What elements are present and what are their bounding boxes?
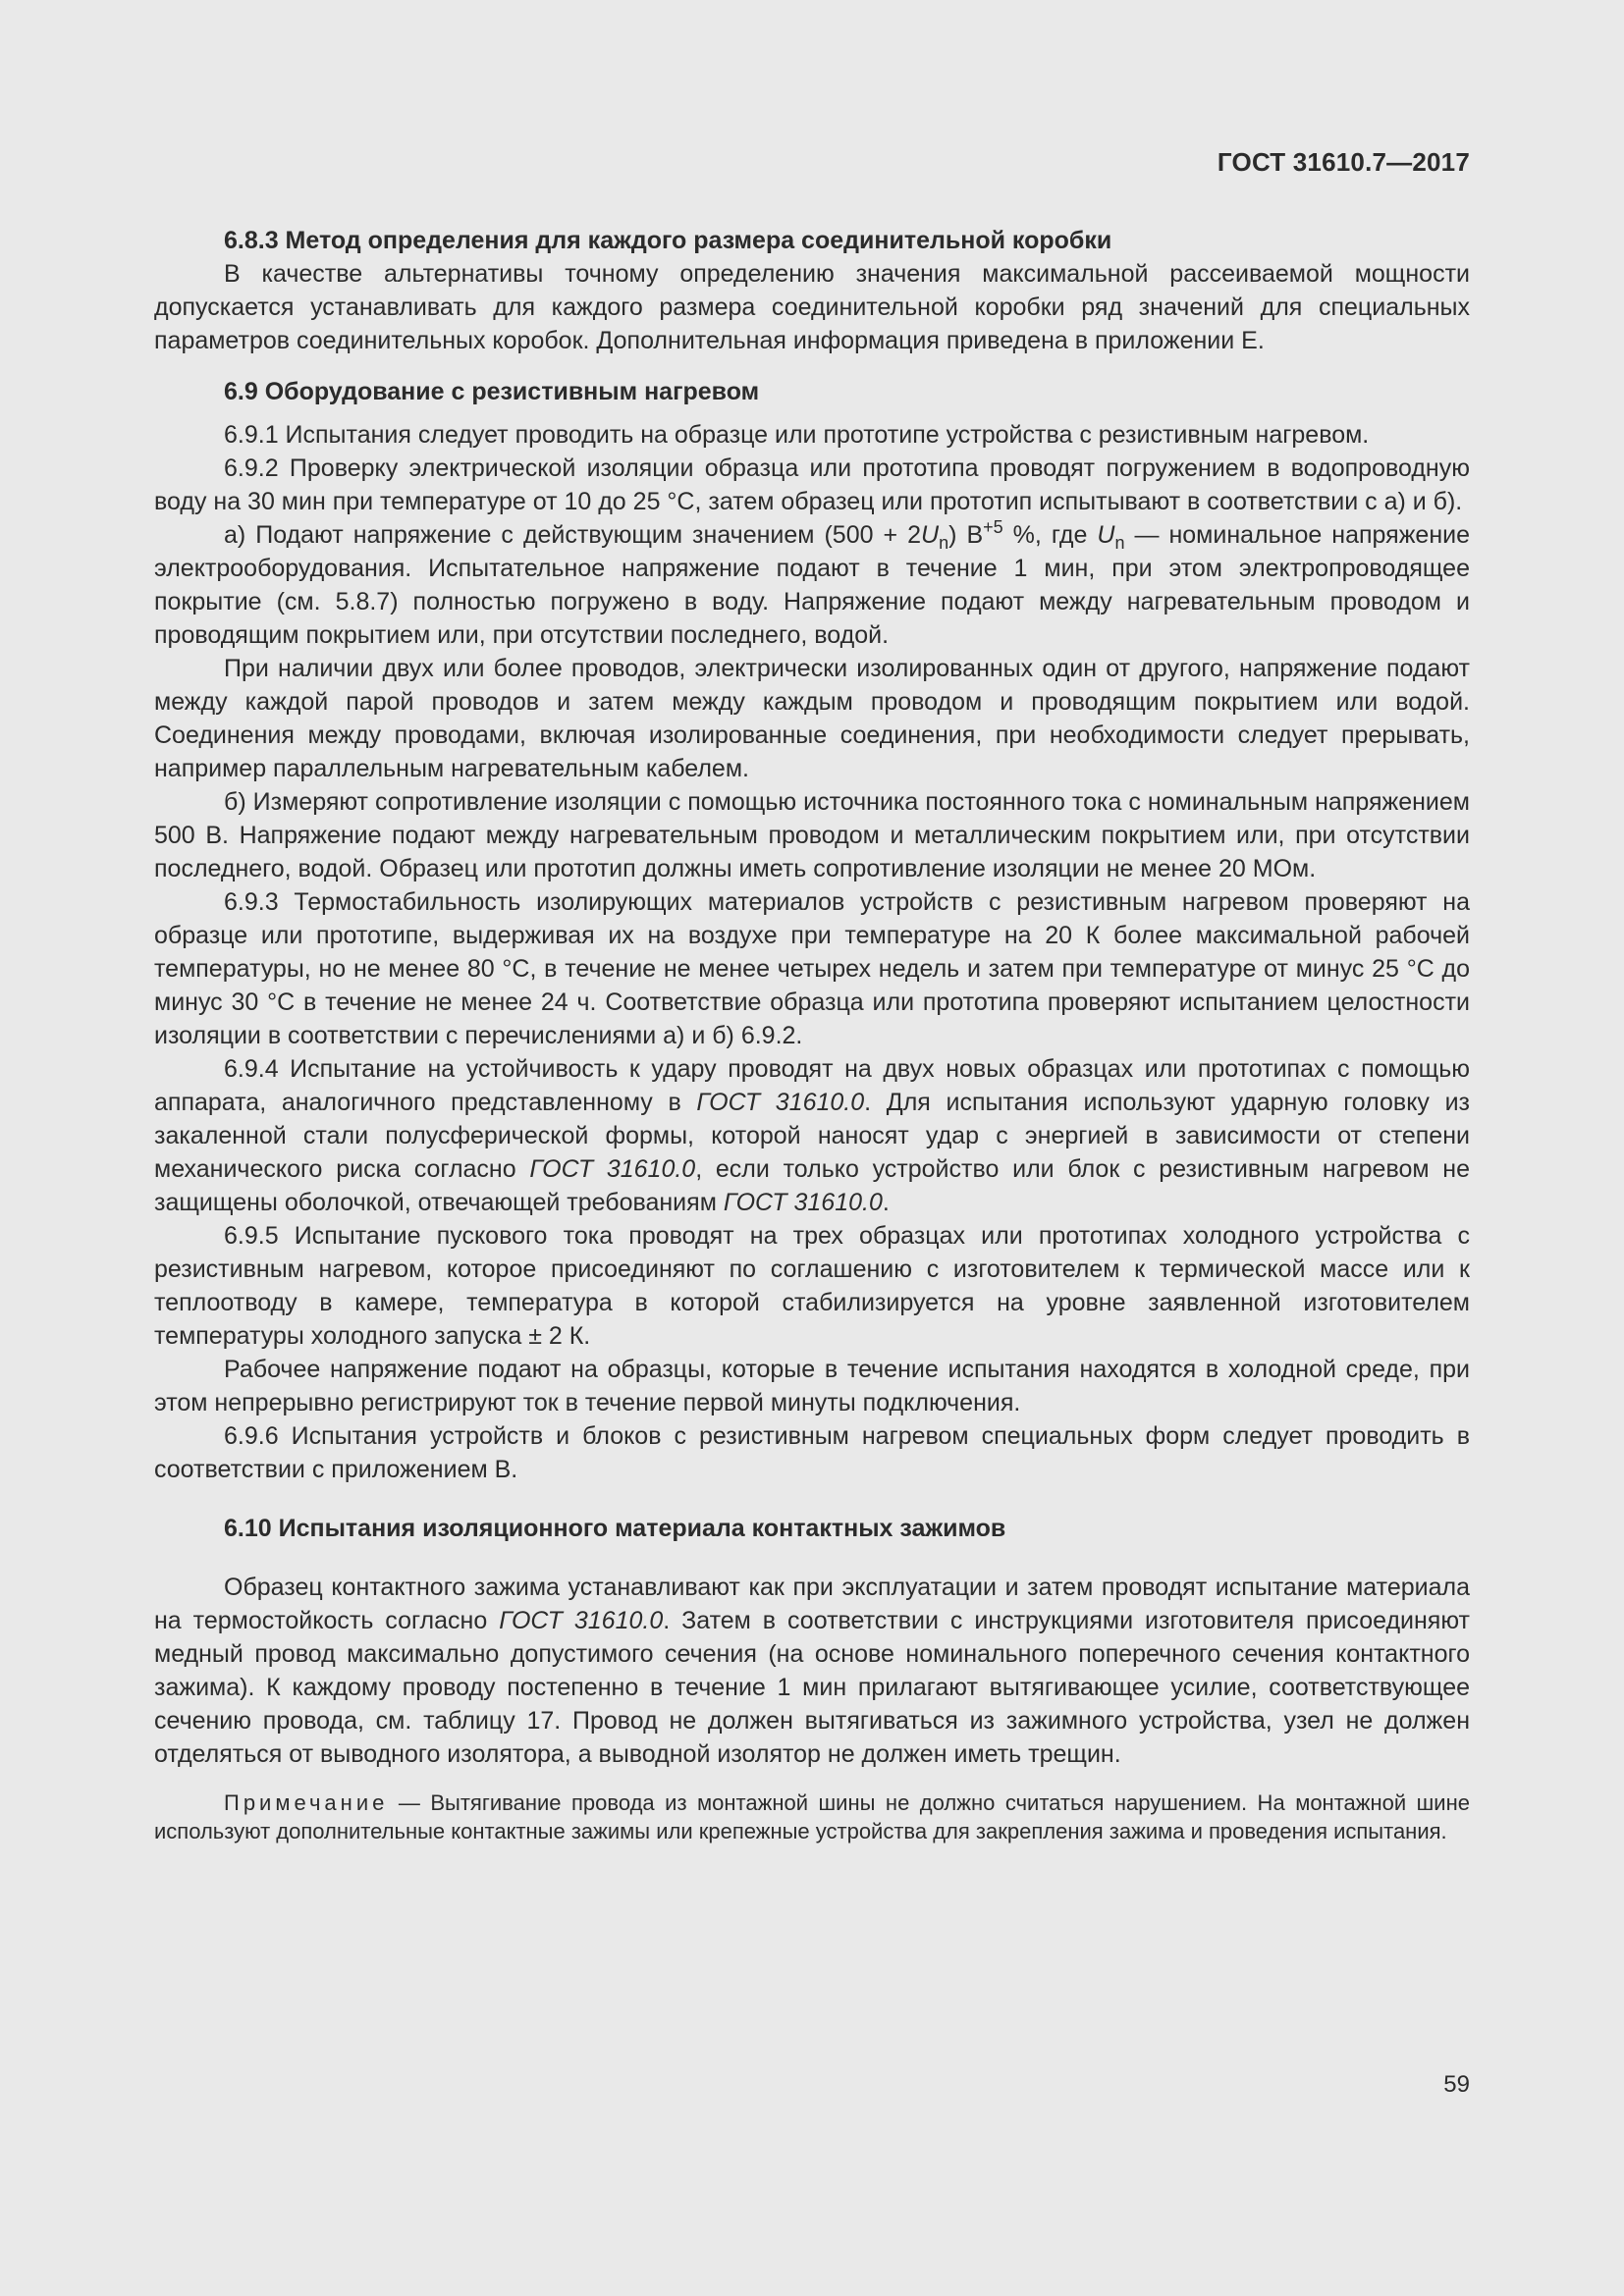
paragraph-6-9-2: 6.9.2 Проверку электрической изоляции образца или прототипа проводят погружением в водопроводную воду на 30 мин при температуре от 10 до 25 °C, затем образец или прототип испытывают в соответствии с а) и б).	[154, 454, 1470, 515]
note-label: Примечание	[224, 1790, 389, 1815]
paragraph-6-8-3: В качестве альтернативы точному определению значения максимальной рассеиваемой мощности допускается устанавливать для каждого размера соединительной коробки ряд значений для специальных параметров соединительных коробок. Дополнительная информация приведена в приложении Е.	[154, 260, 1470, 354]
note-paragraph: Примечание — Вытягивание провода из монтажной шины не должно считаться нарушением. На монтажной шине используют дополнительные контактные зажимы или крепежные устройства для закрепления зажима и проведения испытания.	[154, 1790, 1470, 1843]
paragraph-multiple-wires: При наличии двух или более проводов, электрически изолированных один от другого, напряжение подают между каждой парой проводов и затем между каждым проводом и проводящим покрытием или водой. Соединения между проводами, включая изолированные соединения, при необходимости следует прерывать, например параллельным нагревательным кабелем.	[154, 655, 1470, 782]
page-number: 59	[1443, 2071, 1470, 2098]
section-heading-6-8-3: 6.8.3 Метод определения для каждого размера соединительной коробки	[224, 227, 1112, 254]
reference-gost: ГОСТ 31610.0	[696, 1089, 865, 1116]
paragraph-working-voltage: Рабочее напряжение подают на образцы, которые в течение испытания находятся в холодной среде, при этом непрерывно регистрируют ток в течение первой минуты подключения.	[154, 1356, 1470, 1416]
document-code-header: ГОСТ 31610.7—2017	[1217, 147, 1470, 177]
paragraph-6-9-4: 6.9.4 Испытание на устойчивость к удару проводят на двух новых образцах или прототипах с помощью аппарата, аналогичного представленному в ГОСТ 31610.0. Для испытания используют ударную головку из закаленной стали полусферической формы, которой наносят удар с энергией в зависимости от степени механического риска согласно ГОСТ 31610.0, если только устройство или блок с резистивным нагревом не защищены оболочкой, отвечающей требованиям ГОСТ 31610.0.	[154, 1055, 1471, 1216]
paragraph-6-10: Образец контактного зажима устанавливают как при эксплуатации и затем проводят испытание материала на термостойкость согласно ГОСТ 31610.0. Затем в соответствии с инструкциями изготовителя присоединяют медный провод максимально допустимого сечения (на основе номинального поперечного сечения контактного зажима). К каждому проводу постепенно в течение 1 мин прилагают вытягивающее усилие, соответствующее сечению провода, см. таблицу 17. Провод не должен вытягиваться из зажимного устройства, узел не должен отделяться от выводного изолятора, а выводной изолятор не должен иметь трещин.	[154, 1574, 1470, 1768]
paragraph-6-9-1: 6.9.1 Испытания следует проводить на образце или прототипе устройства с резистивным нагревом.	[224, 421, 1370, 449]
paragraph-6-9-2-a: а) Подают напряжение с действующим значением $(500 + 2U_n)$ $В^{+5}$ %, где $U_n$ — номинальное напряжение электрооборудования. Испытательное напряжение подают в течение 1 мин, при этом электропроводящее покрытие (см. 5.8.7) полностью погружено в воду. Напряжение подают между нагревательным проводом и проводящим покрытием или, при отсутствии последнего, водой.	[154, 517, 1470, 649]
section-heading-6-9: 6.9 Оборудование с резистивным нагревом	[224, 378, 760, 405]
reference-gost: ГОСТ 31610.0	[723, 1189, 883, 1216]
paragraph-6-9-5: 6.9.5 Испытание пускового тока проводят на трех образцах или прототипах холодного устройства с резистивным нагревом, которое присоединяют по соглашению с изготовителем к термической массе или к теплоотводу в камере, температура в которой стабилизируется на уровне заявленной изготовителем температуры холодного запуска ± 2 К.	[154, 1222, 1470, 1350]
document-body	[154, 224, 1470, 1845]
paragraph-6-9-6: 6.9.6 Испытания устройств и блоков с резистивным нагревом специальных форм следует проводить в соответствии с приложением В.	[154, 1422, 1470, 1483]
reference-gost: ГОСТ 31610.0	[529, 1155, 696, 1183]
paragraph-6-9-3: 6.9.3 Термостабильность изолирующих материалов устройств с резистивным нагревом проверяют на образце или прототипе, выдерживая их на воздухе при температуре на 20 К более максимальной рабочей температуры, но не менее 80 °С, в течение не менее четырех недель и затем при температуре от минус 25 °С до минус 30 °С в течение не менее 24 ч. Соответствие образца или прототипа проверяют испытанием целостности изоляции в соответствии с перечислениями а) и б) 6.9.2.	[154, 888, 1470, 1049]
reference-gost: ГОСТ 31610.0	[499, 1607, 664, 1634]
paragraph-6-9-2-b: б) Измеряют сопротивление изоляции с помощью источника постоянного тока с номинальным напряжением 500 В. Напряжение подают между нагревательным проводом и металлическим покрытием или, при отсутствии последнего, водой. Образец или прототип должны иметь сопротивление изоляции не менее 20 МОм.	[154, 788, 1470, 882]
section-heading-6-10: 6.10 Испытания изоляционного материала контактных зажимов	[224, 1515, 1006, 1542]
